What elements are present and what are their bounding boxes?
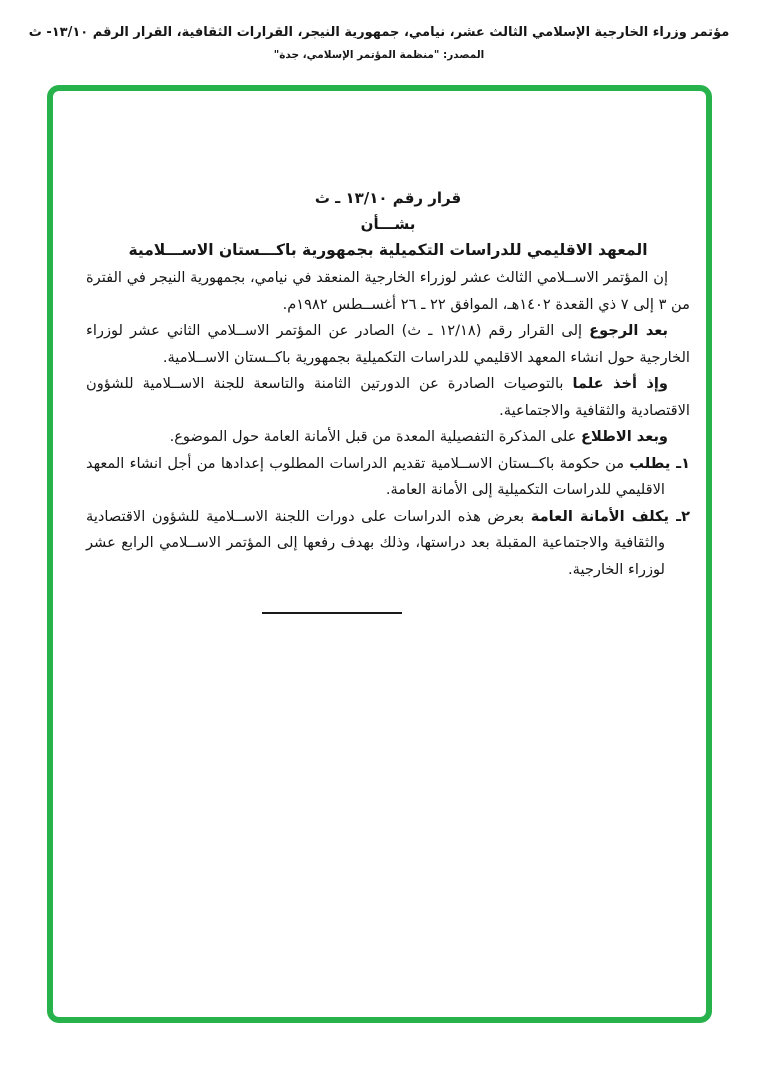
conference-header-line: مؤتمر وزراء الخارجية الإسلامي الثالث عشر، نيامي، جمهورية النيجر، القرارات الثقافية، القرار الرقم ١٣/١٠- ث [28,25,730,40]
resolution-subject: المعهد الاقليمي للدراسات التكميلية بجمهورية باكـــستان الاســـلامية [128,241,648,259]
noting-paragraph [86,371,690,424]
item-number: ١ـ [676,454,690,472]
item-lead: يكلف الأمانة العامة [530,507,677,525]
paragraph-text: بالتوصيات الصادرة عن الدورتين الثامنة والتاسعة للجنة الاســلامية للشؤون الاقتصادية والثقافية والاجتماعية. [86,375,690,419]
item-lead: يطلب [629,454,677,472]
item-text: من حكومة باكــستان الاســلامية تقديم الدراسات المطلوب إعدادها من أجل انشاء المعهد الاقليمي للدراسات التكميلية إلى الأمانة العامة. [86,454,665,498]
resolution-regarding-label: بشـــأن [360,215,416,233]
paragraph-lead: بعد الرجوع [589,322,668,339]
source-attribution: المصدر: "منظمة المؤتمر الإسلامي، جدة" [273,49,485,61]
paragraph-lead: وبعد الاطلاع [581,428,668,445]
paragraph-text: على المذكرة التفصيلية المعدة من قبل الأمانة العامة حول الموضوع. [169,428,582,445]
paragraph-lead: وإذ أخذ علما [572,375,668,392]
operative-item-2 [86,504,690,584]
end-divider [262,612,402,614]
resolution-frame [47,85,712,1023]
recalling-paragraph [86,318,690,371]
resolution-body [86,265,690,583]
operative-item-1 [86,451,690,504]
paragraph-text: إلى القرار رقم (١٢/١٨ ـ ث) الصادر عن المؤتمر الاســلامي الثاني عشر لوزراء الخارجية حول انشاء المعهد الاقليمي للدراسات التكميلية بجمهورية باكــستان الاســلامية. [86,322,690,366]
item-text: بعرض هذه الدراسات على دورات اللجنة الاســلامية للشؤون الاقتصادية والثقافية والاجتماعية المقبلة بعد دراستها، وذلك بهدف رفعها إلى المؤتمر الاســلامي الرابع عشر لوزراء الخارجية. [86,507,665,578]
preamble-paragraph [86,265,690,318]
page-header [0,24,758,61]
resolution-title-block [86,185,690,263]
resolution-number: قرار رقم ١٣/١٠ ـ ث [314,189,462,207]
item-number: ٢ـ [676,507,690,525]
paragraph-text: إن المؤتمر الاســلامي الثالث عشر لوزراء الخارجية المنعقد في نيامي، بجمهورية النيجر في الفترة من ٣ إلى ٧ ذي القعدة ١٤٠٢هـ، الموافق ٢٢ ـ ٢٦ أغســطس ١٩٨٢م. [86,269,690,313]
having-reviewed-paragraph [86,424,690,451]
